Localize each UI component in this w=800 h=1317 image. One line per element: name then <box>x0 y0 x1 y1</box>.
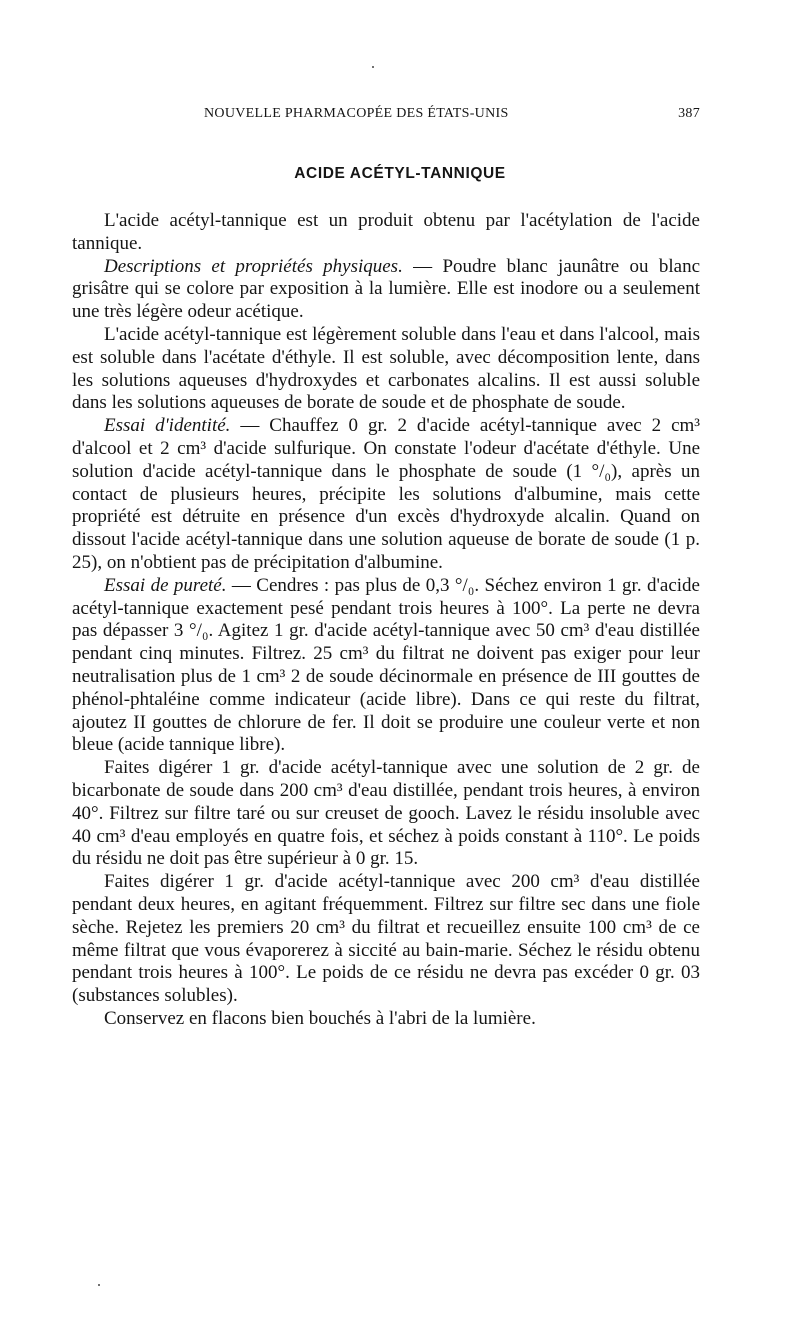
page-number: 387 <box>678 106 700 121</box>
paragraph-identity-test: Essai d'identité. — Chauffez 0 gr. 2 d'acide acétyl-tannique avec 2 cm³ d'alcool et 2 cm³ d'acide sulfurique. On constate l'odeur d'acétate d'éthyle. Une solution d'acide acétyl-tannique dans le phosphate de soude (1 °/₀), après un contact de plusieurs heures, précipite les solutions d'albumine, mais cette propriété est détruite en présence d'un excès d'hydroxyde alcalin. Quand on dissout l'acide acétyl-tannique dans une solution aqueuse de borate de soude (1 p. 25), on n'obtient pas de précipitation d'albumine. <box>72 415 700 573</box>
paragraph-digestion-water: Faites digérer 1 gr. d'acide acétyl-tannique avec 200 cm³ d'eau distillée pendant deux heures, en agitant fréquemment. Filtrez sur filtre sec dans une fiole sèche. Rejetez les premiers 20 cm³ du filtrat et recueillez ensuite 100 cm³ de ce même filtrat que vous évaporerez à siccité au bain-marie. Séchez le résidu obtenu pendant trois heures à 100°. Le poids de ce résidu ne devra pas excéder 0 gr. 03 (substances solubles). <box>72 871 700 1007</box>
running-head: NOUVELLE PHARMACOPÉE DES ÉTATS-UNIS <box>204 106 509 121</box>
paragraph-solubility: L'acide acétyl-tannique est légèrement soluble dans l'eau et dans l'alcool, mais est soluble dans l'acétate d'éthyle. Il est soluble, avec décomposition lente, dans les solutions aqueuses d'hydroxydes et carbonates alcalins. Il est aussi soluble dans les solutions aqueuses de borate de soude et de phosphate de soude. <box>72 323 700 414</box>
paragraph-label: Descriptions et propriétés physiques. <box>104 255 403 277</box>
paragraph-purity-test: Essai de pureté. — Cendres : pas plus de 0,3 °/₀. Séchez environ 1 gr. d'acide acétyl-tannique exactement pesé pendant trois heures à 100°. La perte ne devra pas dépasser 3 °/₀. Agitez 1 gr. d'acide acétyl-tannique avec 50 cm³ d'eau distillée pendant cinq minutes. Filtrez. 25 cm³ du filtrat ne doivent pas exiger pour leur neutralisation plus de 1 cm³ 2 de soude décinormale en présence de III gouttes de phénol-phtaléine comme indicateur (acide libre). Dans ce qui reste du filtrat, ajoutez II gouttes de chlorure de fer. Il doit se produire une couleur verte et non bleue (acide tannique libre). <box>72 574 700 756</box>
paragraph-digestion-bicarbonate: Faites digérer 1 gr. d'acide acétyl-tannique avec une solution de 2 gr. de bicarbonate de soude dans 200 cm³ d'eau distillée, pendant trois heures, à environ 40°. Filtrez sur filtre taré ou sur creuset de gooch. Lavez le résidu insoluble avec 40 cm³ d'eau employés en quatre fois, et séchez à poids constant à 110°. Le poids du résidu ne doit pas être supérieur à 0 gr. 15. <box>72 757 700 870</box>
paragraph-label: Essai d'identité. <box>104 415 231 437</box>
paragraph-descriptions: Descriptions et propriétés physiques. — Poudre blanc jaunâtre ou blanc grisâtre qui se colore par exposition à la lumière. Elle est inodore ou a seulement une très légère odeur acétique. <box>72 255 700 323</box>
page-header <box>72 106 700 126</box>
paragraph-intro: L'acide acétyl-tannique est un produit obtenu par l'acétylation de l'acide tannique. <box>72 210 700 254</box>
body-text <box>72 210 700 1031</box>
paragraph-label: Essai de pureté. <box>104 574 227 596</box>
print-speck <box>98 1284 100 1286</box>
section-title: ACIDE ACÉTYL-TANNIQUE <box>294 165 506 182</box>
print-speck <box>372 66 374 68</box>
paragraph-storage: Conservez en flacons bien bouchés à l'abri de la lumière. <box>104 1007 536 1029</box>
